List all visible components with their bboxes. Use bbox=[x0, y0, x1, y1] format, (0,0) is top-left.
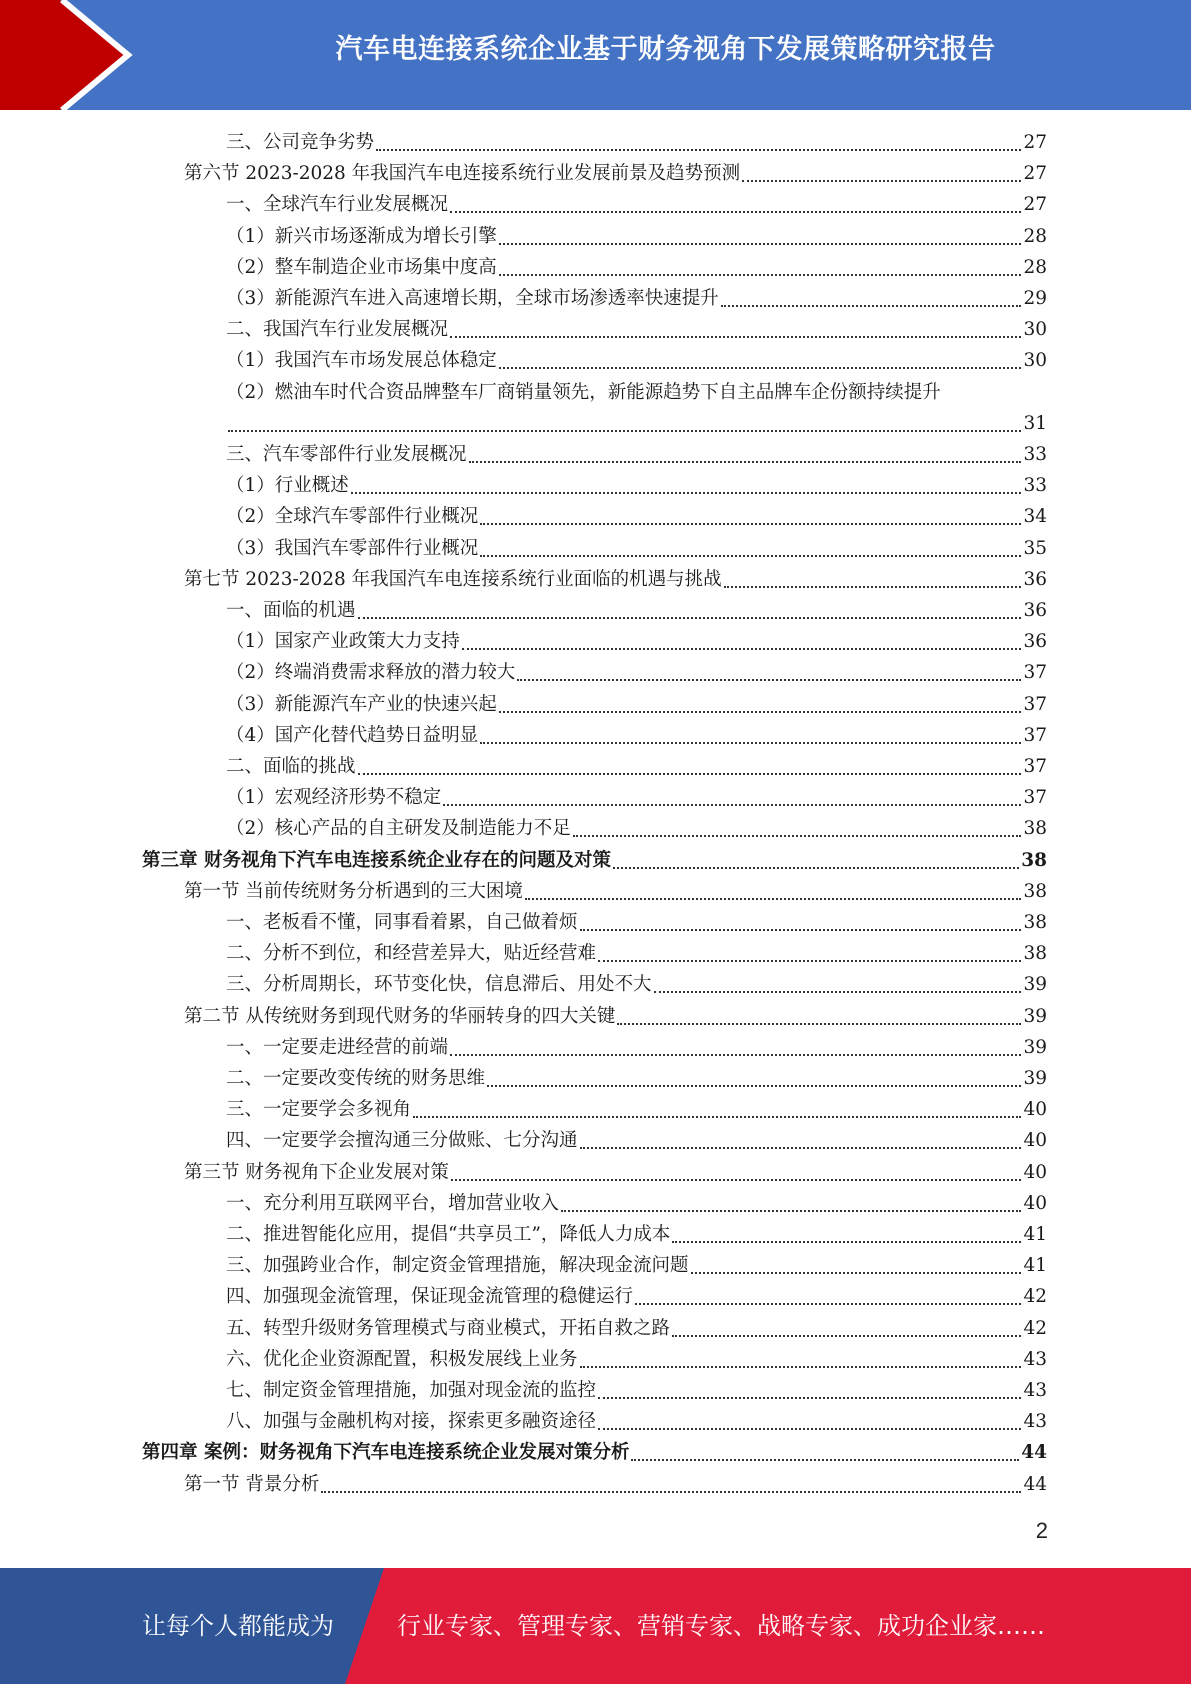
toc-section[interactable] bbox=[184, 565, 1047, 595]
toc-section[interactable] bbox=[184, 1002, 1047, 1032]
toc-entry-text: （2）终端消费需求释放的潜力较大 bbox=[226, 662, 516, 684]
toc-entry-text: （2）燃油车时代合资品牌整车厂商销量领先，新能源趋势下自主品牌车企份额持续提升 bbox=[226, 381, 941, 403]
toc-entry[interactable] bbox=[226, 1064, 1047, 1094]
toc-page-number: 31 bbox=[1023, 412, 1047, 434]
toc-page-number: 37 bbox=[1023, 756, 1047, 777]
dot-leader bbox=[635, 1303, 1021, 1305]
dot-leader bbox=[351, 492, 1022, 494]
dot-leader bbox=[499, 711, 1022, 713]
dot-leader bbox=[598, 960, 1021, 962]
toc-entry-text: （1）行业概述 bbox=[226, 475, 349, 497]
toc-page-number: 40 bbox=[1023, 1161, 1047, 1183]
toc-entry[interactable] bbox=[226, 471, 1047, 501]
toc-entry-text: 三、公司竞争劣势 bbox=[226, 132, 375, 153]
toc-entry[interactable] bbox=[226, 253, 1047, 283]
toc-page-number: 40 bbox=[1023, 1192, 1047, 1214]
toc-entry-text: 五、转型升级财务管理模式与商业模式，开拓自救之路 bbox=[226, 1317, 671, 1339]
toc-entry-text: （2）整车制造企业市场集中度高 bbox=[226, 256, 497, 278]
toc-entry-text: 六、优化企业资源配置，积极发展线上业务 bbox=[226, 1348, 578, 1370]
toc-entry[interactable] bbox=[226, 1314, 1047, 1344]
toc-entry[interactable] bbox=[226, 1251, 1047, 1281]
dot-leader bbox=[487, 1085, 1021, 1087]
dot-leader bbox=[450, 211, 1021, 213]
toc-entry-text: （3）我国汽车零部件行业概况 bbox=[226, 537, 479, 559]
dot-leader bbox=[517, 679, 1021, 681]
toc-page-number: 44 bbox=[1021, 1442, 1047, 1464]
toc-entry-text: 一、一定要走进经营的前端 bbox=[226, 1036, 449, 1058]
toc-entry[interactable] bbox=[226, 970, 1047, 1000]
toc-entry-text: 一、充分利用互联网平台，增加营业收入 bbox=[226, 1192, 560, 1214]
toc-page-number: 33 bbox=[1023, 475, 1047, 497]
toc-section[interactable] bbox=[184, 1158, 1047, 1188]
toc-page-number: 28 bbox=[1023, 256, 1047, 278]
dot-leader bbox=[469, 461, 1022, 463]
dot-leader bbox=[580, 1147, 1022, 1149]
dot-leader bbox=[499, 274, 1022, 276]
toc-entry[interactable] bbox=[226, 502, 1047, 532]
toc-page-number: 40 bbox=[1023, 1099, 1047, 1121]
toc-page-number: 37 bbox=[1023, 787, 1047, 809]
page-footer bbox=[0, 1568, 1191, 1684]
toc-entry[interactable] bbox=[226, 1095, 1047, 1125]
toc-page-number: 39 bbox=[1023, 1068, 1047, 1089]
report-title: 汽车电连接系统企业基于财务视角下发展策略研究报告 bbox=[335, 34, 996, 65]
toc-entry-text: 三、加强跨业合作，制定资金管理措施，解决现金流问题 bbox=[226, 1255, 689, 1277]
toc-page-number: 39 bbox=[1023, 1036, 1047, 1058]
toc-entry-text: （2）核心产品的自主研发及制造能力不足 bbox=[226, 818, 571, 840]
toc-page-number: 28 bbox=[1023, 225, 1047, 247]
dot-leader bbox=[654, 991, 1022, 993]
toc-page-number: 40 bbox=[1023, 1130, 1047, 1152]
page-header bbox=[0, 0, 1191, 110]
footer-slogan-left: 让每个人都能成为 bbox=[142, 1612, 334, 1640]
dot-leader bbox=[413, 1116, 1021, 1118]
toc-entry-text: 第六节 2023-2028 年我国汽车电连接系统行业发展前景及趋势预测 bbox=[184, 163, 741, 185]
toc-page-number: 38 bbox=[1023, 912, 1047, 933]
dot-leader bbox=[691, 1272, 1022, 1274]
toc-entry-text: （1）我国汽车市场发展总体稳定 bbox=[226, 350, 497, 372]
dot-leader bbox=[451, 1179, 1022, 1181]
dot-leader bbox=[480, 742, 1021, 744]
toc-page-number: 39 bbox=[1023, 1005, 1047, 1027]
dot-leader bbox=[358, 617, 1022, 619]
toc-section[interactable] bbox=[184, 159, 1047, 189]
toc-entry-text: 第三章 财务视角下汽车电连接系统企业存在的问题及对策 bbox=[142, 849, 611, 871]
dot-leader bbox=[613, 867, 1019, 869]
dot-leader bbox=[742, 180, 1021, 182]
toc-entry-text: （4）国产化替代趋势日益明显 bbox=[226, 724, 479, 746]
toc-entry[interactable] bbox=[226, 1220, 1047, 1250]
toc-page-number: 42 bbox=[1023, 1317, 1047, 1339]
toc-entry-text: 二、推进智能化应用，提倡“共享员工”，降低人力成本 bbox=[226, 1224, 671, 1245]
toc-entry-text: 四、一定要学会擅沟通三分做账、七分沟通 bbox=[226, 1130, 578, 1152]
toc-entry-text: 三、一定要学会多视角 bbox=[226, 1099, 412, 1121]
dot-leader bbox=[321, 1491, 1021, 1493]
toc-entry[interactable] bbox=[226, 908, 1047, 938]
toc-page-number: 42 bbox=[1023, 1286, 1047, 1308]
toc-entry-text: （2）全球汽车零部件行业概况 bbox=[226, 506, 479, 528]
toc-entry-text: 三、分析周期长，环节变化快，信息滞后、用处不大 bbox=[226, 974, 652, 996]
toc-entry-text: 二、分析不到位，和经营差异大，贴近经营难 bbox=[226, 943, 597, 965]
toc-page-number: 36 bbox=[1023, 600, 1047, 621]
toc-entry-text: （3）新能源汽车进入高速增长期，全球市场渗透率快速提升 bbox=[226, 288, 719, 309]
toc-entry[interactable] bbox=[226, 1126, 1047, 1156]
toc-entry[interactable] bbox=[226, 939, 1047, 969]
toc-entry[interactable] bbox=[226, 627, 1047, 657]
toc-page-number: 44 bbox=[1023, 1473, 1047, 1495]
toc-entry[interactable] bbox=[226, 346, 1047, 376]
toc-entry[interactable] bbox=[226, 409, 1047, 439]
toc-entry-text: 第七节 2023-2028 年我国汽车电连接系统行业面临的机遇与挑战 bbox=[184, 568, 722, 590]
toc-page-number: 38 bbox=[1023, 943, 1047, 965]
toc-entry-text: 第四章 案例：财务视角下汽车电连接系统企业发展对策分析 bbox=[142, 1442, 630, 1464]
toc-entry[interactable] bbox=[226, 1282, 1047, 1312]
dot-leader bbox=[480, 523, 1021, 525]
dot-leader bbox=[462, 648, 1022, 650]
toc-entry-text: 第一节 背景分析 bbox=[184, 1473, 320, 1495]
toc-entry[interactable] bbox=[226, 1407, 1047, 1437]
toc-entry[interactable] bbox=[226, 222, 1047, 252]
toc-entry-text: 第三节 财务视角下企业发展对策 bbox=[184, 1161, 449, 1183]
toc-page-number: 36 bbox=[1023, 568, 1047, 590]
dot-leader bbox=[672, 1335, 1021, 1337]
toc-page-number: 38 bbox=[1023, 880, 1047, 902]
toc-entry[interactable] bbox=[226, 690, 1047, 720]
toc-page-number: 27 bbox=[1023, 163, 1047, 185]
toc-entry[interactable] bbox=[226, 440, 1047, 470]
toc-page-number: 27 bbox=[1023, 132, 1047, 153]
toc-entry-text: （1）国家产业政策大力支持 bbox=[226, 631, 460, 653]
toc-page-number: 39 bbox=[1023, 974, 1047, 996]
toc-entry-text: 七、制定资金管理措施，加强对现金流的监控 bbox=[226, 1380, 597, 1401]
toc-page-number: 33 bbox=[1023, 444, 1047, 465]
toc-entry-text: 二、面临的挑战 bbox=[226, 756, 356, 777]
toc-page-number: 43 bbox=[1023, 1348, 1047, 1370]
toc-entry[interactable] bbox=[226, 658, 1047, 688]
toc-entry[interactable] bbox=[226, 190, 1047, 220]
toc-page-number: 30 bbox=[1023, 319, 1047, 341]
dot-leader bbox=[443, 804, 1021, 806]
toc-entry-text: 第一节 当前传统财务分析遇到的三大困境 bbox=[184, 880, 523, 902]
dot-leader bbox=[580, 1366, 1022, 1368]
toc-entry[interactable] bbox=[226, 814, 1047, 844]
toc-entry[interactable] bbox=[226, 1189, 1047, 1219]
toc-entry[interactable] bbox=[226, 284, 1047, 314]
toc-entry[interactable] bbox=[226, 596, 1047, 626]
dot-leader bbox=[598, 1428, 1021, 1430]
dot-leader bbox=[617, 1023, 1021, 1025]
toc-entry[interactable] bbox=[226, 1033, 1047, 1063]
toc-entry-text: 二、我国汽车行业发展概况 bbox=[226, 319, 449, 341]
toc-page-number: 30 bbox=[1023, 350, 1047, 372]
toc-entry[interactable] bbox=[226, 783, 1047, 813]
dot-leader bbox=[499, 367, 1022, 369]
toc-page-number: 37 bbox=[1023, 693, 1047, 715]
toc-page-number: 36 bbox=[1023, 631, 1047, 653]
toc-page-number: 41 bbox=[1023, 1255, 1047, 1277]
toc-entry-text: 一、全球汽车行业发展概况 bbox=[226, 194, 449, 216]
toc-page-number: 34 bbox=[1023, 506, 1047, 528]
dot-leader bbox=[228, 430, 1021, 432]
toc-page-number: 37 bbox=[1023, 662, 1047, 684]
toc-page-number: 37 bbox=[1023, 724, 1047, 746]
toc-entry[interactable] bbox=[226, 128, 1047, 158]
toc-section[interactable] bbox=[184, 1470, 1047, 1500]
dot-leader bbox=[376, 149, 1021, 151]
toc-page-number: 38 bbox=[1023, 818, 1047, 840]
toc-entry[interactable] bbox=[226, 752, 1047, 782]
toc-entry[interactable] bbox=[226, 534, 1047, 564]
toc-page-number: 27 bbox=[1023, 194, 1047, 216]
toc-page-number: 29 bbox=[1023, 288, 1047, 309]
toc-page-number: 41 bbox=[1023, 1224, 1047, 1245]
toc-entry[interactable] bbox=[226, 1345, 1047, 1375]
dot-leader bbox=[598, 1397, 1021, 1399]
toc-chapter[interactable] bbox=[142, 846, 1047, 876]
dot-leader bbox=[721, 305, 1022, 307]
toc-chapter[interactable] bbox=[142, 1438, 1047, 1468]
toc-entry-text: （1）新兴市场逐渐成为增长引擎 bbox=[226, 225, 497, 247]
toc-entry-text: 八、加强与金融机构对接，探索更多融资途径 bbox=[226, 1411, 597, 1433]
toc-entry-text: 二、一定要改变传统的财务思维 bbox=[226, 1068, 486, 1089]
dot-leader bbox=[450, 336, 1021, 338]
toc-entry-text: （1）宏观经济形势不稳定 bbox=[226, 787, 442, 809]
dot-leader bbox=[499, 243, 1022, 245]
toc-entry-text: （3）新能源汽车产业的快速兴起 bbox=[226, 693, 497, 715]
toc-entry-text: 三、汽车零部件行业发展概况 bbox=[226, 444, 467, 465]
page-number: 2 bbox=[1035, 1518, 1048, 1543]
footer-slogan-right: 行业专家、管理专家、营销专家、战略专家、成功企业家…… bbox=[397, 1612, 1045, 1640]
toc-page-number: 43 bbox=[1023, 1380, 1047, 1401]
dot-leader bbox=[525, 898, 1022, 900]
dot-leader bbox=[631, 1459, 1019, 1461]
dot-leader bbox=[672, 1241, 1021, 1243]
toc-page-number: 35 bbox=[1023, 537, 1047, 559]
dot-leader bbox=[561, 1210, 1021, 1212]
toc-page-number: 38 bbox=[1021, 849, 1047, 871]
toc-page-number: 43 bbox=[1023, 1411, 1047, 1433]
toc-entry-text: 四、加强现金流管理，保证现金流管理的稳健运行 bbox=[226, 1286, 634, 1308]
toc-section[interactable] bbox=[184, 877, 1047, 907]
toc-entry-text: 一、老板看不懂，同事看着累，自己做着烦 bbox=[226, 912, 578, 933]
dot-leader bbox=[450, 1054, 1021, 1056]
toc-entry[interactable] bbox=[226, 721, 1047, 751]
toc-entry-text: 第二节 从传统财务到现代财务的华丽转身的四大关键 bbox=[184, 1005, 616, 1027]
dot-leader bbox=[480, 555, 1021, 557]
dot-leader bbox=[573, 835, 1022, 837]
toc-entry[interactable] bbox=[226, 315, 1047, 345]
dot-leader bbox=[358, 773, 1022, 775]
toc-entry[interactable] bbox=[226, 1376, 1047, 1406]
dot-leader bbox=[724, 586, 1022, 588]
dot-leader bbox=[580, 929, 1022, 931]
toc-entry-text: 一、面临的机遇 bbox=[226, 600, 356, 621]
chevron-arrow-icon bbox=[0, 0, 160, 110]
